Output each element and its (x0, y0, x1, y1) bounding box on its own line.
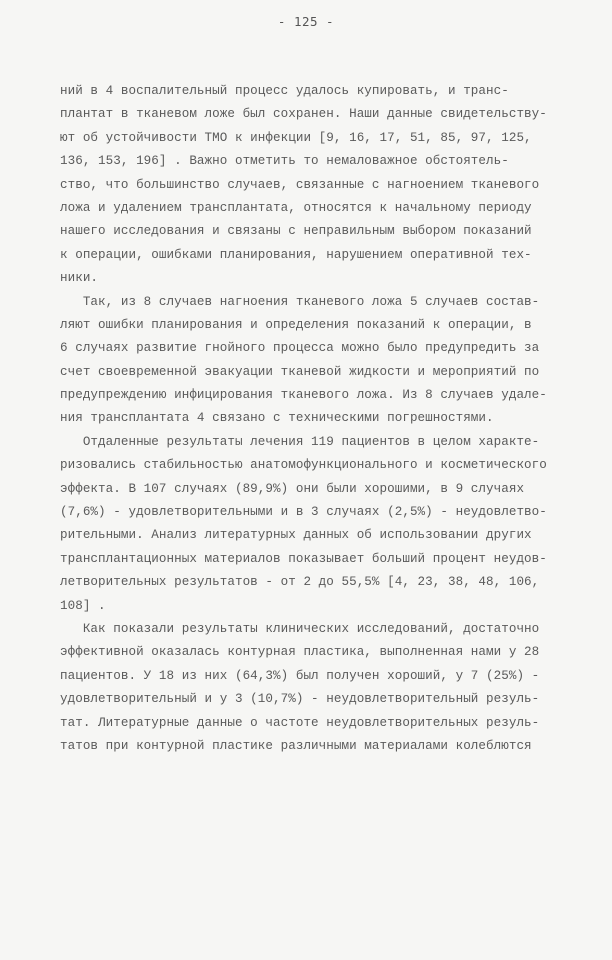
text-line: ния трансплантата 4 связано с техническими погрешностями. (60, 411, 494, 426)
text-line: трансплантационных материалов показывает больший процент неудов- (60, 551, 547, 566)
text-line: нашего исследования и связаны с неправильным выбором показаний (60, 224, 532, 239)
text-line: эффекта. В 107 случаях (89,9%) они были хорошими, в 9 случаях (60, 481, 525, 496)
page-number: - 125 - (277, 14, 335, 29)
text-line: ство, что большинство случаев, связанные с нагноением тканевого (60, 177, 540, 192)
text-line: ники. (60, 271, 99, 286)
body-text (60, 80, 590, 758)
text-line: летворительных результатов - от 2 до 55,5% [4, 23, 38, 48, 106, (60, 575, 540, 590)
text-line: татов при контурной пластике различными материалами колеблются (60, 738, 532, 753)
text-line: Как показали результаты клинических исследований, достаточно (60, 621, 540, 636)
text-line: ний в 4 воспалительный процесс удалось купировать, и транс- (60, 84, 509, 98)
text-line: Отдаленные результаты лечения 119 пациентов в целом характе- (60, 434, 540, 449)
text-line: 108] . (60, 598, 106, 613)
text-line: ют об устойчивости ТМО к инфекции [9, 16, 17, 51, 85, 97, 125, (60, 130, 532, 145)
text-line: ляют ошибки планирования и определения показаний к операции, в (60, 317, 532, 332)
text-line: предупреждению инфицирования тканевого ложа. Из 8 случаев удале- (60, 388, 547, 403)
text-line: счет своевременной эвакуации тканевой жидкости и мероприятий по (60, 364, 540, 379)
paragraph-3 (60, 431, 590, 618)
paragraph-2 (60, 291, 590, 431)
text-line: (7,6%) - удовлетворительными и в 3 случаях (2,5%) - неудовлетво- (60, 505, 547, 520)
text-line: плантат в тканевом ложе был сохранен. Наши данные свидетельству- (60, 107, 547, 122)
text-line: рительными. Анализ литературных данных об использовании других (60, 528, 532, 543)
text-line: тат. Литературные данные о частоте неудовлетворительных резуль- (60, 715, 540, 730)
paragraph-4 (60, 618, 590, 758)
text-line: 6 случаях развитие гнойного процесса можно было предупредить за (60, 341, 540, 356)
text-line: ложа и удалением трансплантата, относятся к начальному периоду (60, 200, 532, 215)
text-line: Так, из 8 случаев нагноения тканевого ложа 5 случаев состав- (60, 294, 540, 309)
paragraph-1 (60, 80, 590, 291)
text-line: 136, 153, 196] . Важно отметить то немаловажное обстоятель- (60, 154, 509, 169)
text-line: удовлетворительный и у 3 (10,7%) - неудовлетворительный резуль- (60, 692, 540, 707)
text-line: ризовались стабильностью анатомофункционального и косметического (60, 458, 547, 473)
text-line: эффективной оказалась контурная пластика, выполненная нами у 28 (60, 645, 540, 660)
text-line: к операции, ошибками планирования, нарушением оперативной тех- (60, 247, 532, 262)
text-line: пациентов. У 18 из них (64,3%) был получен хороший, у 7 (25%) - (60, 668, 540, 683)
